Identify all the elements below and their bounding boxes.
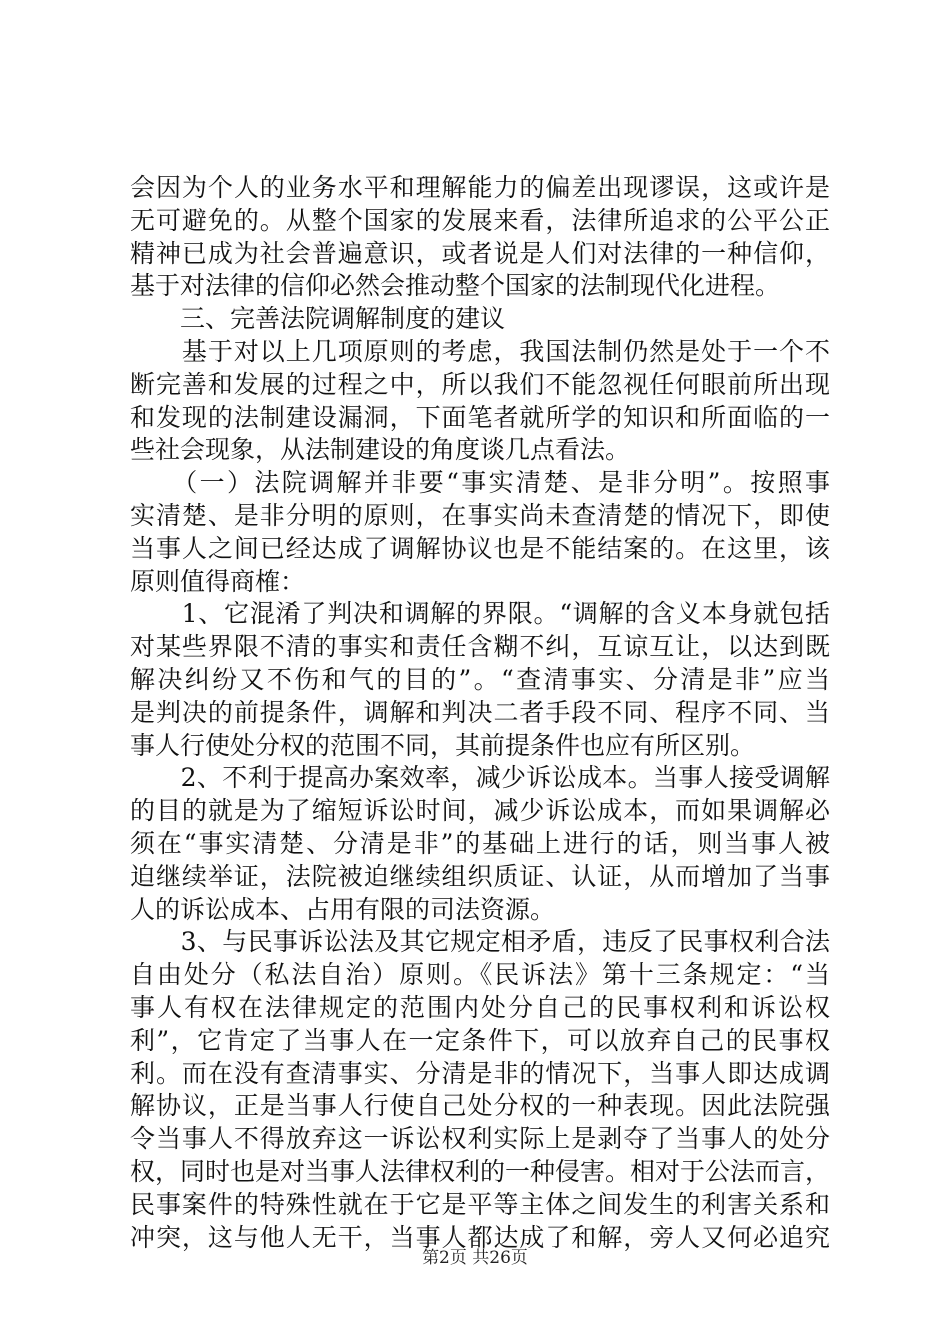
text-line: 事人有权在法律规定的范围内处分自己的民事权利和诉讼权 [130, 992, 830, 1022]
page-footer [0, 1243, 950, 1268]
text-line: 当事人之间已经达成了调解协议也是不能结案的。在这里，该 [130, 533, 830, 563]
text-line: 人的诉讼成本、占用有限的司法资源。 [130, 894, 556, 924]
text-line: 基于对法律的信仰必然会推动整个国家的法制现代化进程。 [130, 271, 781, 301]
text-line: 实清楚、是非分明的原则，在事实尚未查清楚的情况下，即使 [130, 500, 830, 530]
text-line: 自由处分（私法自治）原则。《民诉法》第十三条规定：“当 [130, 960, 830, 990]
text-line: 事人行使处分权的范围不同，其前提条件也应有所区别。 [130, 730, 756, 760]
text-line: 3、与民事诉讼法及其它规定相矛盾，违反了民事权利合法 [130, 927, 830, 957]
text-line: 会因为个人的业务水平和理解能力的偏差出现谬误，这或许是 [130, 173, 830, 202]
text-line: 须在“事实清楚、分清是非”的基础上进行的话，则当事人被 [130, 828, 830, 858]
text-line: 三、完善法院调解制度的建议 [130, 304, 506, 334]
text-line: 断完善和发展的过程之中，所以我们不能忽视任何眼前所出现 [130, 369, 830, 399]
text-line: 冲突，这与他人无干，当事人都达成了和解，旁人又何必追究 [130, 1222, 830, 1252]
text-line: 基于对以上几项原则的考虑，我国法制仍然是处于一个不 [130, 336, 830, 366]
text-line: 2、不利于提高办案效率，减少诉讼成本。当事人接受调解 [130, 763, 830, 793]
text-line: 权，同时也是对当事人法律权利的一种侵害。相对于公法而言， [130, 1156, 831, 1186]
text-line: 解决纠纷又不伤和气的目的”。“查清事实、分清是非”应当 [130, 664, 830, 694]
page-number-label: 第2页 共26页 [422, 1248, 528, 1268]
text-line: 的目的就是为了缩短诉讼时间，减少诉讼成本，而如果调解必 [130, 796, 830, 826]
text-line: 1、它混淆了判决和调解的界限。“调解的含义本身就包括 [130, 599, 830, 629]
text-line: 些社会现象，从法制建设的角度谈几点看法。 [130, 435, 631, 465]
text-line: 原则值得商榷： [130, 566, 306, 596]
text-line: 精神已成为社会普遍意识，或者说是人们对法律的一种信仰， [130, 238, 830, 268]
text-line: 和发现的法制建设漏洞，下面笔者就所学的知识和所面临的一 [130, 402, 830, 432]
text-line: 是判决的前提条件，调解和判决二者手段不同、程序不同、当 [130, 697, 830, 727]
text-line: 对某些界限不清的事实和责任含糊不纠，互谅互让，以达到既 [130, 632, 830, 662]
text-line: 无可避免的。从整个国家的发展来看，法律所追求的公平公正 [130, 205, 830, 235]
text-line: 迫继续举证，法院被迫继续组织质证、认证，从而增加了当事 [130, 861, 830, 891]
text-line: 民事案件的特殊性就在于它是平等主体之间发生的利害关系和 [130, 1189, 830, 1219]
text-line: 解协议，正是当事人行使自己处分权的一种表现。因此法院强 [130, 1091, 830, 1121]
text-line: 利”，它肯定了当事人在一定条件下，可以放弃自己的民事权 [130, 1025, 830, 1055]
document-body [130, 172, 830, 1254]
text-line: 利。而在没有查清事实、分清是非的情况下，当事人即达成调 [130, 1058, 830, 1088]
text-line: 令当事人不得放弃这一诉讼权利实际上是剥夺了当事人的处分 [130, 1124, 830, 1154]
text-line: （一）法院调解并非要“事实清楚、是非分明”。按照事 [130, 468, 830, 498]
